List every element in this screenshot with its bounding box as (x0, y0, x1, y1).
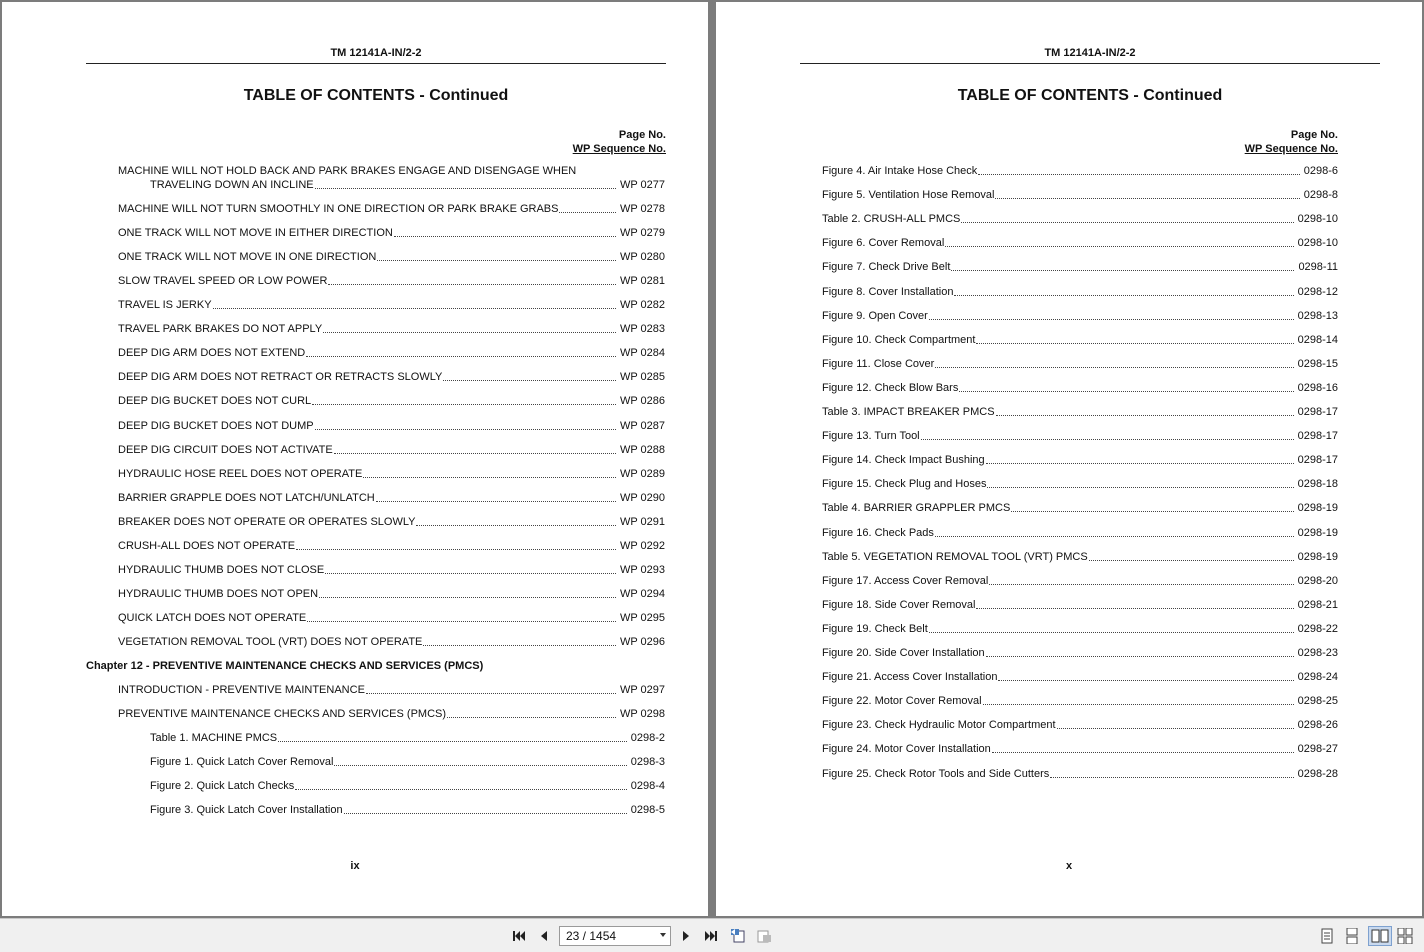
toc-subentry[interactable] (822, 429, 1338, 443)
toc-entry[interactable] (118, 515, 665, 529)
dot-leader (929, 632, 1294, 633)
toc-entry[interactable] (118, 370, 665, 384)
toc-entry-page: 0298-23 (1297, 647, 1338, 659)
toc-entry-label: Table 2. CRUSH-ALL PMCS (822, 213, 961, 226)
toc-entry-page: WP 0298 (619, 708, 665, 721)
dot-leader (334, 765, 626, 766)
toc-entry-label: TRAVEL IS JERKY (118, 299, 212, 312)
toc-subentry[interactable] (822, 574, 1338, 588)
toc-subentry[interactable] (822, 381, 1338, 395)
dot-leader (959, 391, 1293, 392)
toc-entry-page: WP 0282 (619, 299, 665, 312)
toc-subentry[interactable] (822, 670, 1338, 684)
dot-leader (334, 453, 616, 454)
toc-entry[interactable] (118, 322, 665, 336)
dot-leader (295, 789, 626, 790)
toc-entry[interactable] (118, 443, 665, 457)
toc-entry-label: VEGETATION REMOVAL TOOL (VRT) DOES NOT OPERATE (118, 635, 423, 648)
dot-leader (976, 343, 1293, 344)
viewer-toolbar (0, 918, 1424, 952)
toc-entry-page: 0298-5 (630, 804, 665, 817)
dot-leader (296, 549, 616, 550)
continuous-view-icon[interactable] (1343, 927, 1361, 945)
toc-entry-page: 0298-17 (1297, 406, 1338, 418)
dot-leader (376, 501, 616, 502)
toc-subentry[interactable] (150, 779, 665, 793)
toc-entry-page: 0298-14 (1297, 333, 1338, 346)
toc-entry-page: 0298-19 (1297, 526, 1338, 539)
toc-entry-label: DEEP DIG BUCKET DOES NOT DUMP (118, 419, 314, 432)
toc-entry-page: 0298-10 (1297, 237, 1338, 250)
dot-leader (315, 429, 616, 430)
toc-entry[interactable] (118, 274, 665, 288)
toc-entry-label: Figure 22. Motor Cover Removal (822, 695, 982, 708)
toc-entry-label: Figure 4. Air Intake Hose Check (822, 165, 978, 177)
dot-leader (1057, 728, 1294, 729)
toc-entry-label: DEEP DIG BUCKET DOES NOT CURL (118, 395, 312, 408)
dot-leader (213, 308, 616, 309)
toc-entry-page: WP 0291 (619, 515, 665, 528)
toc-entry-label: Figure 23. Check Hydraulic Motor Compartment (822, 719, 1056, 732)
toc-entry-page: 0298-4 (630, 780, 665, 793)
dot-leader (278, 741, 627, 742)
dot-leader (319, 597, 616, 598)
document-page-left (2, 2, 708, 916)
toc-subentry[interactable] (822, 598, 1338, 612)
go-forward-icon[interactable] (755, 927, 773, 945)
toc-subentry[interactable] (822, 453, 1338, 467)
toc-entry-label: TRAVEL PARK BRAKES DO NOT APPLY (118, 323, 323, 336)
toc-entry-label: MACHINE WILL NOT HOLD BACK AND PARK BRAKES ENGAGE AND DISENGAGE WHEN (118, 165, 577, 177)
toc-subentry[interactable] (822, 501, 1338, 515)
toc-subentry[interactable] (822, 309, 1338, 323)
toc-entry-page: 0298-2 (630, 732, 665, 745)
toc-title: TABLE OF CONTENTS - Continued (243, 87, 509, 104)
next-page-icon[interactable] (677, 927, 695, 945)
prev-page-icon[interactable] (535, 927, 553, 945)
toc-entry-page: WP 0286 (619, 395, 665, 408)
dot-leader (986, 656, 1294, 657)
dot-leader (323, 332, 616, 333)
page-no-header: Page No. (1290, 129, 1338, 141)
toc-entry-label: Figure 20. Side Cover Installation (822, 647, 985, 659)
toc-entry[interactable] (118, 635, 665, 649)
toc-entry-label: ONE TRACK WILL NOT MOVE IN EITHER DIRECTION (118, 227, 393, 240)
toc-entry-label: Figure 9. Open Cover (822, 309, 928, 322)
dot-leader (1011, 511, 1293, 512)
toc-entry-label: SLOW TRAVEL SPEED OR LOW POWER (118, 275, 328, 288)
toc-entry-label: Figure 13. Turn Tool (822, 430, 920, 443)
toc-entry[interactable] (118, 226, 665, 240)
dot-leader (559, 212, 615, 213)
toc-subentry[interactable] (822, 260, 1338, 274)
dot-leader (983, 704, 1294, 705)
dot-leader (363, 477, 616, 478)
toc-entry-page: WP 0280 (619, 251, 665, 264)
toc-entry-page: WP 0292 (619, 539, 665, 552)
toc-subentry[interactable] (822, 285, 1338, 299)
go-back-icon[interactable] (729, 927, 747, 945)
toc-subentry[interactable] (822, 236, 1338, 250)
dot-leader (377, 260, 616, 261)
toc-entry-label: PREVENTIVE MAINTENANCE CHECKS AND SERVICES (PMCS) (118, 708, 447, 721)
toc-entry-page: 0298-21 (1297, 598, 1338, 611)
toc-entry-label: Figure 14. Check Impact Bushing (822, 454, 985, 467)
toc-entry-label: Figure 3. Quick Latch Cover Installation (150, 804, 343, 817)
dot-leader (315, 188, 616, 189)
toc-subentry[interactable] (822, 333, 1338, 347)
toc-entry-page: WP 0281 (619, 275, 665, 288)
toc-entry-page: WP 0297 (619, 684, 665, 697)
facing-view-icon[interactable] (1368, 926, 1392, 946)
toc-entry-page: WP 0278 (619, 203, 665, 216)
toc-entry-page: 0298-13 (1297, 309, 1338, 322)
toc-entry-page: 0298-22 (1297, 622, 1338, 635)
toc-entry-label: Table 3. IMPACT BREAKER PMCS (822, 406, 995, 418)
toc-entry-page: WP 0277 (619, 179, 665, 191)
toc-entry-label: ONE TRACK WILL NOT MOVE IN ONE DIRECTION (118, 251, 377, 264)
dot-leader (307, 621, 616, 622)
toc-subentry[interactable] (150, 731, 665, 745)
toc-entry-label: Figure 10. Check Compartment (822, 333, 976, 346)
dot-leader (344, 813, 627, 814)
toc-subentry[interactable] (822, 477, 1338, 491)
dot-leader (929, 319, 1294, 320)
toc-subentry[interactable] (822, 212, 1338, 226)
toc-entry-page: WP 0285 (619, 371, 665, 384)
dot-leader (325, 573, 616, 574)
toc-entry-label: MACHINE WILL NOT TURN SMOOTHLY IN ONE DIRECTION OR PARK BRAKE GRABS (118, 203, 559, 216)
dot-leader (416, 525, 615, 526)
toc-entry-page: WP 0289 (619, 467, 665, 480)
page-number: x (1065, 860, 1073, 872)
toc-entry-label: Figure 11. Close Cover (822, 357, 935, 370)
toc-title: TABLE OF CONTENTS - Continued (957, 87, 1223, 104)
toc-entry-label: HYDRAULIC THUMB DOES NOT OPEN (118, 587, 319, 600)
toc-entry-page: 0298-8 (1303, 189, 1338, 202)
toc-entry[interactable] (118, 563, 665, 577)
toc-entry-label: DEEP DIG CIRCUIT DOES NOT ACTIVATE (118, 443, 333, 456)
toc-entry[interactable] (118, 298, 665, 312)
toc-entry-label: Figure 16. Check Pads (822, 526, 934, 539)
toc-entry-label-continued: TRAVELING DOWN AN INCLINE (150, 179, 314, 191)
toc-entry-label: Figure 8. Cover Installation (822, 285, 954, 298)
toc-entry-label: Figure 15. Check Plug and Hoses (822, 478, 987, 491)
toc-subentry[interactable] (822, 622, 1338, 636)
toc-entry-label: Table 4. BARRIER GRAPPLER PMCS (822, 502, 1011, 515)
toc-entry[interactable] (118, 683, 665, 697)
last-page-icon[interactable] (702, 927, 720, 945)
toc-entry-page: WP 0295 (619, 611, 665, 624)
toc-entry-page: 0298-26 (1297, 719, 1338, 732)
toc-subentry[interactable] (822, 646, 1338, 660)
wp-sequence-header: WP Sequence No. (572, 143, 666, 155)
toc-entry[interactable] (118, 587, 665, 601)
dot-leader (996, 415, 1294, 416)
toc-entry-label: Figure 25. Check Rotor Tools and Side Cutters (822, 767, 1050, 780)
toc-entry[interactable] (118, 467, 665, 481)
toc-entry-page: 0298-16 (1297, 381, 1338, 394)
toc-entry-page: 0298-27 (1297, 743, 1338, 756)
toc-entry-label: Figure 12. Check Blow Bars (822, 381, 959, 394)
toc-entry-page: 0298-17 (1297, 454, 1338, 467)
toc-entry-page: WP 0287 (619, 419, 665, 432)
dot-leader (328, 284, 615, 285)
toc-entry-label: CRUSH-ALL DOES NOT OPERATE (118, 539, 296, 552)
toc-entry[interactable] (118, 346, 665, 360)
continuous-facing-view-icon[interactable] (1396, 927, 1414, 945)
toc-entry-label: Figure 6. Cover Removal (822, 237, 945, 250)
first-page-icon[interactable] (510, 927, 528, 945)
toc-entry-page: 0298-20 (1297, 574, 1338, 587)
dot-leader (443, 380, 616, 381)
dot-leader (423, 645, 616, 646)
dot-leader (447, 717, 616, 718)
toc-entry-page: WP 0296 (619, 635, 665, 648)
toc-entry-label: Figure 18. Side Cover Removal (822, 598, 976, 611)
toc-entry-page: 0298-19 (1297, 502, 1338, 515)
toc-entry-label: QUICK LATCH DOES NOT OPERATE (118, 611, 307, 624)
toc-entry-page: WP 0288 (619, 443, 665, 456)
toc-subentry[interactable] (822, 742, 1338, 756)
toc-entry[interactable] (118, 419, 665, 433)
toc-entry-label: Figure 1. Quick Latch Cover Removal (150, 756, 334, 769)
toc-subentry[interactable] (822, 767, 1338, 781)
toc-entry-page: 0298-11 (1298, 261, 1338, 274)
toc-entry-page: 0298-10 (1297, 213, 1338, 226)
toc-subentry[interactable] (822, 526, 1338, 540)
dot-leader (945, 246, 1293, 247)
toc-entry-page: WP 0290 (619, 491, 665, 504)
dot-leader (987, 487, 1293, 488)
toc-entry-page: 0298-18 (1297, 478, 1338, 491)
toc-entry-label: HYDRAULIC HOSE REEL DOES NOT OPERATE (118, 467, 363, 480)
toc-entry-label: INTRODUCTION - PREVENTIVE MAINTENANCE (118, 684, 365, 697)
document-id: TM 12141A-IN/2-2 (1044, 47, 1136, 59)
dot-leader (1050, 777, 1293, 778)
toc-entry-page: 0298-25 (1297, 695, 1338, 708)
dot-leader (998, 680, 1293, 681)
dot-leader (954, 295, 1293, 296)
toc-entry[interactable] (118, 250, 665, 264)
toc-entry[interactable] (118, 394, 665, 408)
toc-entry[interactable] (118, 707, 665, 721)
dot-leader (935, 367, 1293, 368)
toc-entry-page: WP 0293 (619, 563, 665, 576)
toc-entry-label: Figure 17. Access Cover Removal (822, 574, 989, 587)
document-page-right (716, 2, 1422, 916)
toc-subentry[interactable] (822, 188, 1338, 202)
toc-subentry[interactable] (822, 550, 1338, 564)
toc-entry-label: DEEP DIG ARM DOES NOT EXTEND (118, 347, 306, 360)
toc-subentry[interactable] (150, 755, 665, 769)
page-no-header: Page No. (618, 129, 666, 141)
toc-entry-label: Table 1. MACHINE PMCS (150, 732, 278, 745)
toc-subentry[interactable] (822, 164, 1338, 178)
dot-leader (1089, 560, 1294, 561)
toc-subentry[interactable] (822, 718, 1338, 732)
dot-leader (921, 439, 1294, 440)
toc-entry-page: 0298-24 (1297, 671, 1338, 684)
toc-entry-label: Figure 5. Ventilation Hose Removal (822, 189, 995, 202)
toc-entry-label: BARRIER GRAPPLE DOES NOT LATCH/UNLATCH (118, 491, 375, 504)
toc-entry-page: 0298-28 (1297, 767, 1338, 780)
dot-leader (394, 236, 616, 237)
toc-entry-page: WP 0279 (619, 227, 665, 240)
toc-entry-page: WP 0294 (619, 587, 665, 600)
toc-entry[interactable] (118, 164, 665, 192)
toc-entry[interactable] (118, 539, 665, 553)
dot-leader (986, 463, 1294, 464)
column-header (1245, 128, 1338, 156)
dot-leader (935, 536, 1294, 537)
dot-leader (312, 404, 616, 405)
toc-subentry[interactable] (822, 357, 1338, 371)
header-rule (86, 63, 666, 64)
toc-entry[interactable] (118, 491, 665, 505)
dot-leader (992, 752, 1294, 753)
toc-entry-page: 0298-6 (1303, 165, 1338, 177)
page-number: ix (350, 860, 360, 872)
toc-entry-label: HYDRAULIC THUMB DOES NOT CLOSE (118, 563, 325, 576)
wp-sequence-header: WP Sequence No. (1244, 143, 1338, 155)
toc-subentry[interactable] (150, 803, 665, 817)
toc-subentry[interactable] (822, 405, 1338, 419)
toc-entry-page: 0298-19 (1297, 550, 1338, 563)
toc-entry-label: DEEP DIG ARM DOES NOT RETRACT OR RETRACTS SLOWLY (118, 371, 443, 384)
dot-leader (961, 222, 1293, 223)
single-page-view-icon[interactable] (1318, 927, 1336, 945)
toc-entry-page: 0298-12 (1297, 285, 1338, 298)
toc-entry-label: Figure 19. Check Belt (822, 622, 928, 635)
dot-leader (976, 608, 1293, 609)
column-header (573, 128, 666, 156)
toc-entry-page: 0298-17 (1297, 430, 1338, 443)
toc-entry-page: WP 0283 (619, 323, 665, 336)
dot-leader (366, 693, 616, 694)
toc-subentry[interactable] (822, 694, 1338, 708)
toc-entry-label: Table 5. VEGETATION REMOVAL TOOL (VRT) PMCS (822, 550, 1088, 563)
toc-entry-label: Figure 7. Check Drive Belt (822, 261, 951, 274)
toc-entry-label: Figure 2. Quick Latch Checks (150, 780, 295, 793)
page-indicator: 23 / 1454 (566, 929, 617, 943)
dot-leader (951, 270, 1294, 271)
toc-entry[interactable] (118, 202, 665, 216)
toc-chapter-heading[interactable] (86, 659, 665, 673)
toc-entry-page: 0298-3 (630, 756, 665, 769)
dot-leader (995, 198, 1299, 199)
header-rule (800, 63, 1380, 64)
dropdown-caret-icon[interactable] (660, 933, 666, 937)
toc-entry[interactable] (118, 611, 665, 625)
toc-entry-label: Figure 24. Motor Cover Installation (822, 743, 991, 756)
toc-entry-page: 0298-15 (1297, 357, 1338, 370)
dot-leader (989, 584, 1293, 585)
page-number-input[interactable] (559, 926, 671, 946)
toc-entry-page: WP 0284 (619, 347, 665, 360)
toc-entry-label: Figure 21. Access Cover Installation (822, 671, 998, 684)
toc-entry-label: BREAKER DOES NOT OPERATE OR OPERATES SLOWLY (118, 515, 416, 528)
document-id: TM 12141A-IN/2-2 (330, 47, 422, 59)
toc-entry-label: Chapter 12 - PREVENTIVE MAINTENANCE CHECKS AND SERVICES (PMCS) (86, 660, 484, 672)
dot-leader (306, 356, 616, 357)
dot-leader (978, 174, 1299, 175)
